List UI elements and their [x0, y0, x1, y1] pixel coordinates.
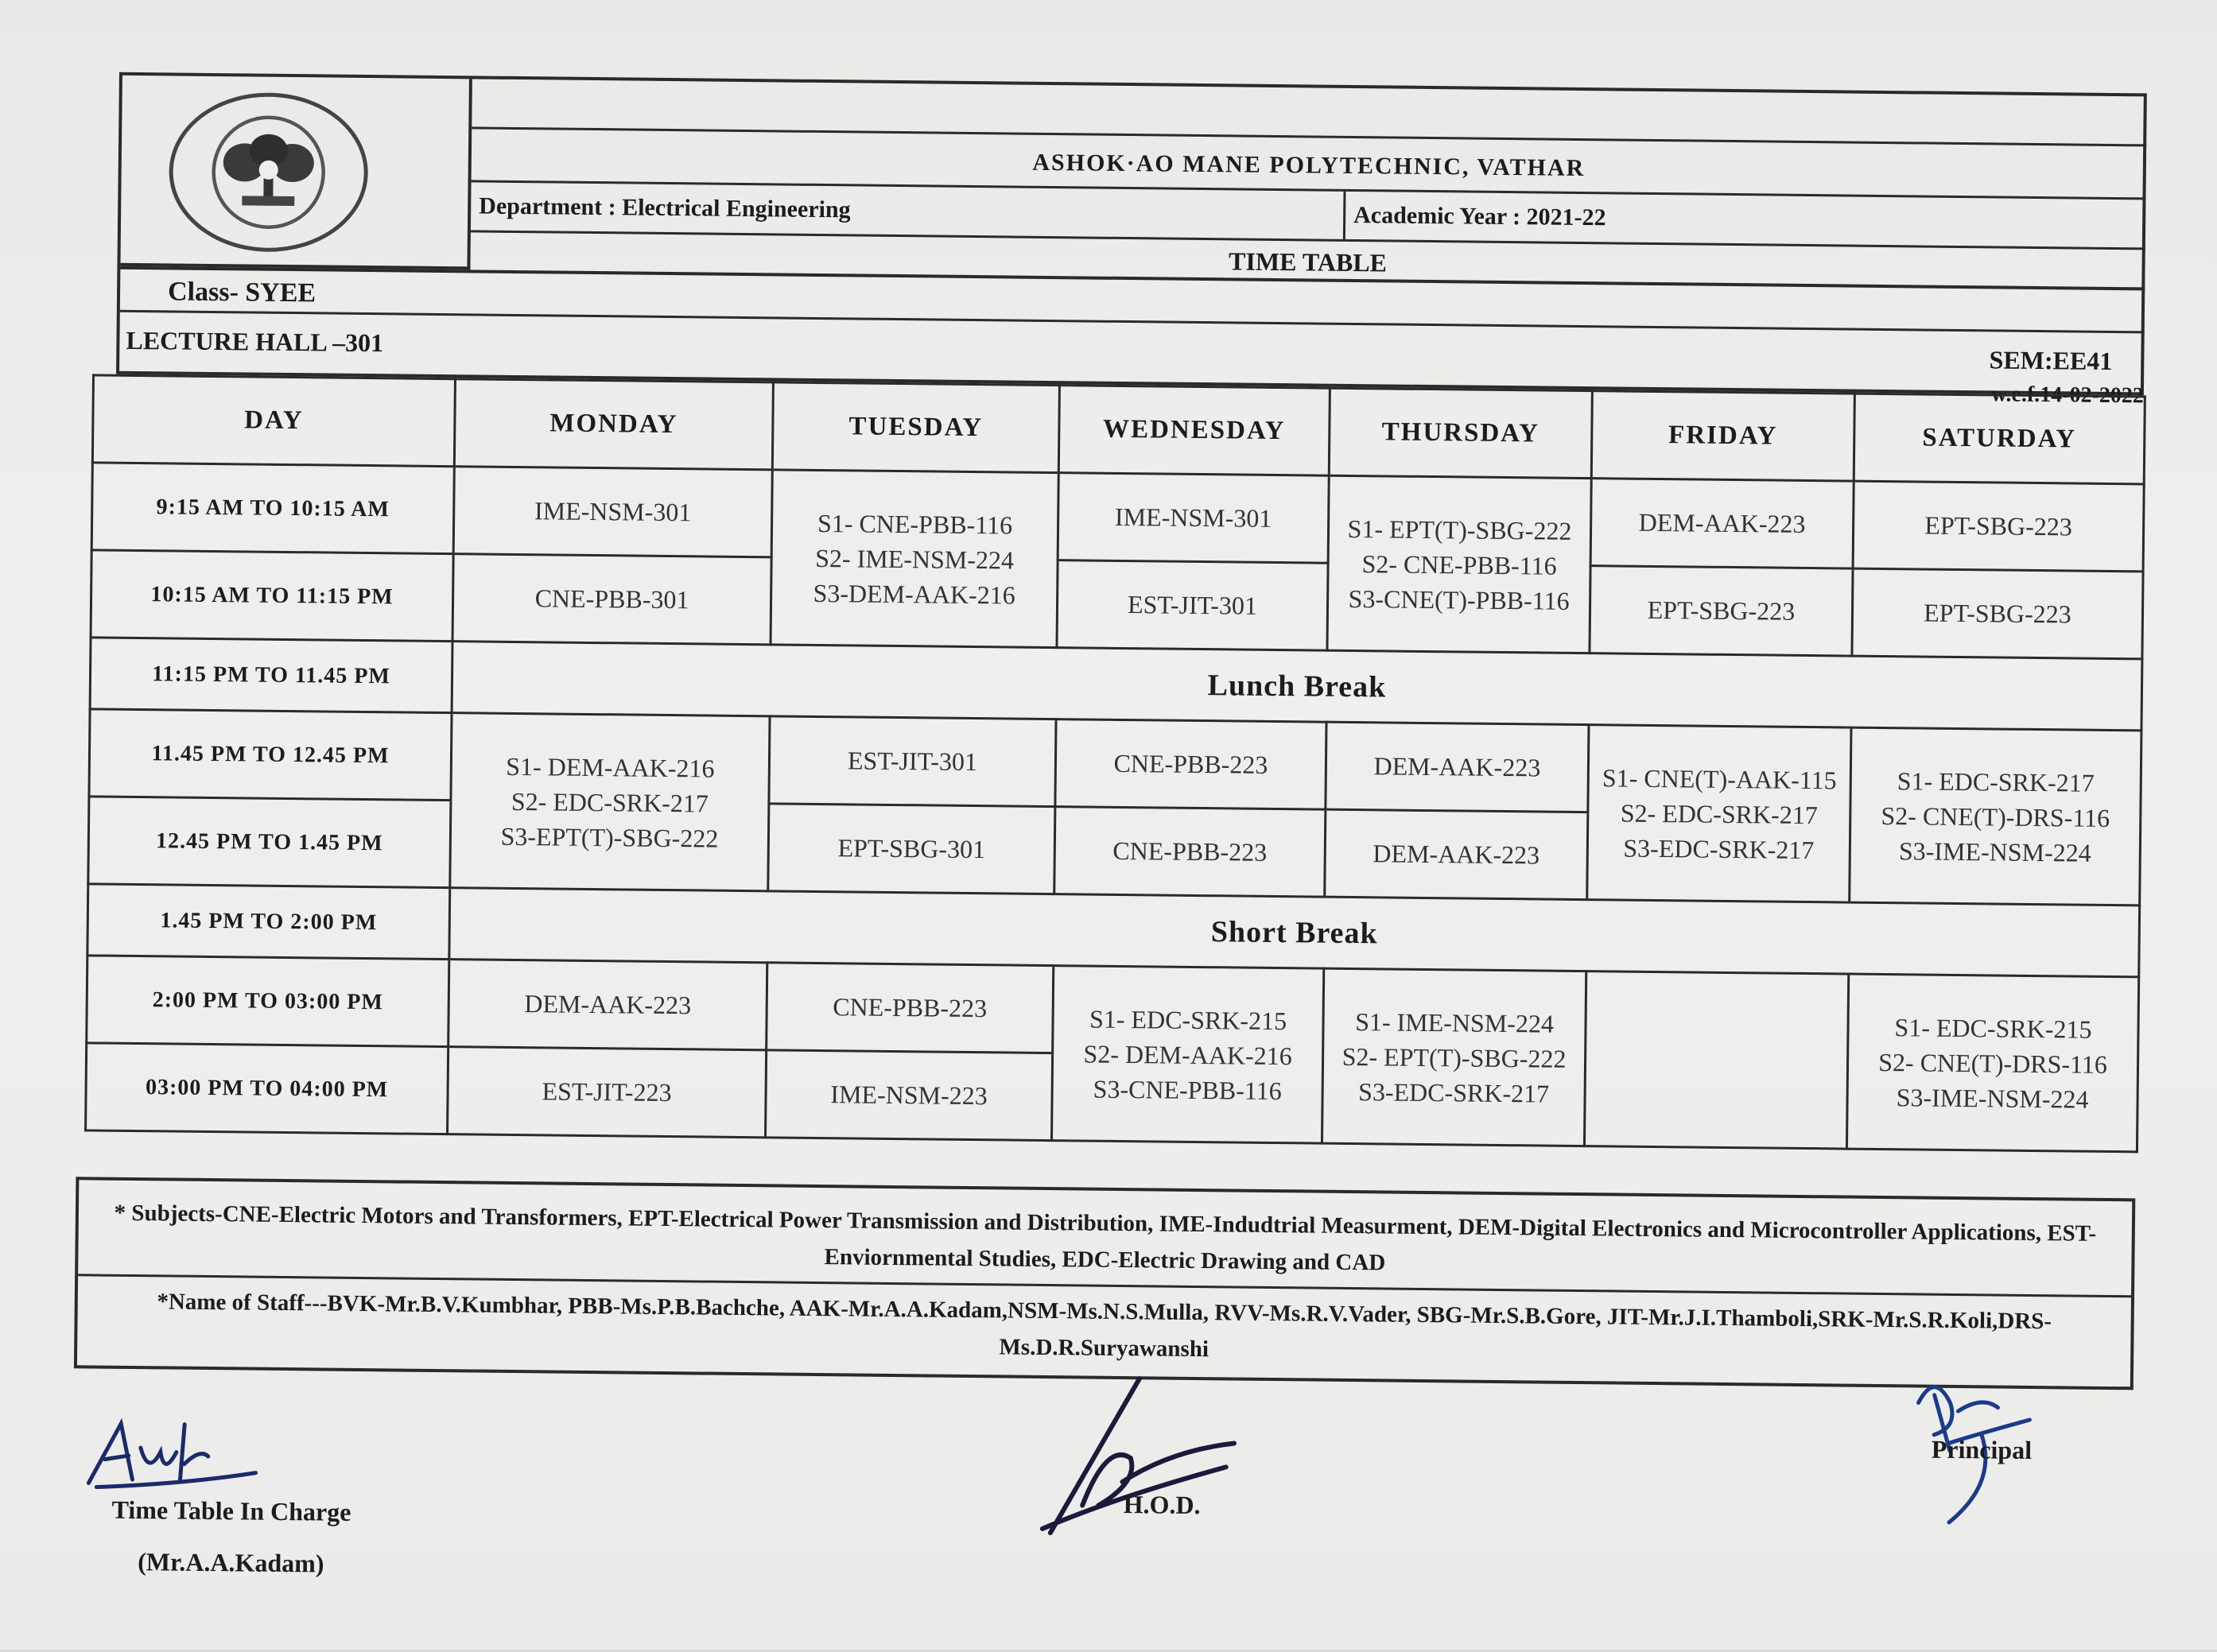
- incharge-signature: [64, 1407, 272, 1497]
- batch-line: S2- CNE(T)-DRS-116: [1878, 1047, 2108, 1079]
- batch-line: S1- CNE(T)-AAK-115: [1602, 762, 1837, 794]
- incharge-title: Time Table In Charge: [111, 1495, 351, 1526]
- batch-line: S2- CNE(T)-DRS-116: [1881, 801, 2110, 832]
- day-monday: MONDAY: [454, 379, 773, 470]
- lecture-cell: EPT-SBG-223: [1852, 568, 2143, 659]
- college-logo: [169, 91, 369, 253]
- batch-line: S1- EPT(T)-SBG-222: [1347, 514, 1572, 545]
- hod-signature-block: [987, 1353, 1275, 1521]
- lecture-cell: DEM-AAK-223: [1325, 809, 1588, 899]
- principal-signature-block: [1886, 1355, 2078, 1466]
- batch-line: S2- CNE-PBB-116: [1361, 549, 1557, 580]
- batch-line: S1- EDC-SRK-215: [1894, 1012, 2092, 1044]
- lecture-cell: EPT-SBG-223: [1853, 481, 2144, 572]
- time-slot: 03:00 PM TO 04:00 PM: [86, 1043, 448, 1134]
- lecture-cell: EPT-SBG-223: [1590, 566, 1853, 656]
- day-friday: FRIDAY: [1591, 391, 1854, 481]
- hod-label: H.O.D.: [1123, 1490, 1201, 1520]
- batch-cell: [771, 470, 1058, 648]
- batch-cell: [1587, 725, 1851, 902]
- lecture-cell: CNE-PBB-223: [767, 963, 1054, 1053]
- staff-legend: *Name of Staff---BVK-Mr.B.V.Kumbhar, PBB-Ms.P.B.Bachche, AAK-Mr.A.A.Kadam,NSM-Ms.N.S.Mulla, RVV-Ms.R.V.Vader, SBG-Mr.S.B.Gore, JIT-Mr.J.I.Thamboli,SRK-Mr.S.R.Koli,DRS-Ms.D.R.Suryawanshi: [157, 1289, 2052, 1363]
- lecture-cell: EST-JIT-301: [1057, 560, 1328, 651]
- batch-line: S2- EPT(T)-SBG-222: [1341, 1041, 1567, 1073]
- batch-line: S3-EDC-SRK-217: [1357, 1076, 1550, 1108]
- batch-line: S2- IME-NSM-224: [815, 543, 1015, 575]
- effective-date: w.e.f.14-02-2022: [1990, 382, 2145, 409]
- time-slot: 12.45 PM TO 1.45 PM: [88, 797, 451, 888]
- lecture-cell: DEM-AAK-223: [1590, 479, 1854, 568]
- lecture-hall-label: LECTURE HALL –301: [126, 325, 384, 358]
- batch-line: S3-IME-NSM-224: [1898, 836, 2091, 867]
- batch-line: S1- EDC-SRK-215: [1089, 1004, 1287, 1035]
- lecture-cell: EPT-SBG-301: [768, 804, 1055, 894]
- empty-cell: [1584, 971, 1848, 1149]
- day-wednesday: WEDNESDAY: [1058, 386, 1330, 476]
- batch-line: S2- EDC-SRK-217: [1620, 798, 1819, 829]
- batch-cell: [1322, 968, 1586, 1146]
- lecture-cell: IME-NSM-301: [1058, 473, 1329, 564]
- batch-line: S3-IME-NSM-224: [1896, 1082, 2089, 1114]
- batch-line: S3-DEM-AAK-216: [813, 578, 1015, 610]
- short-break: Short Break: [449, 888, 2140, 977]
- lecture-cell: EST-JIT-301: [769, 716, 1056, 807]
- batch-cell: [1850, 727, 2141, 905]
- incharge-name: (Mr.A.A.Kadam): [138, 1547, 324, 1578]
- incharge-signature-block: [64, 1407, 399, 1579]
- lunch-break: Lunch Break: [452, 642, 2142, 731]
- academic-year: Academic Year : 2021-22: [1353, 201, 1606, 231]
- lecture-cell: CNE-PBB-223: [1054, 807, 1326, 898]
- batch-line: S3-EPT(T)-SBG-222: [500, 821, 719, 853]
- batch-line: S2- EDC-SRK-217: [511, 786, 709, 818]
- batch-line: S1- EDC-SRK-217: [1897, 766, 2095, 797]
- time-slot: 9:15 AM TO 10:15 AM: [91, 463, 454, 554]
- batch-line: S1- IME-NSM-224: [1355, 1006, 1555, 1038]
- lecture-cell: IME-NSM-223: [766, 1050, 1053, 1141]
- principal-label: Principal: [1931, 1434, 2033, 1465]
- timetable-title: TIME TABLE: [470, 230, 2145, 289]
- batch-cell: [1327, 475, 1591, 653]
- batch-line: S1- CNE-PBB-116: [817, 508, 1013, 540]
- day-thursday: THURSDAY: [1329, 388, 1592, 478]
- class-label: Class- SYEE: [120, 266, 2145, 332]
- department: Department : Electrical Engineering: [471, 182, 1346, 239]
- day-tuesday: TUESDAY: [772, 382, 1059, 473]
- time-slot: 11:15 PM TO 11.45 PM: [90, 638, 452, 713]
- batch-cell: [1846, 974, 2138, 1152]
- college-name: ASHOK·AO MANE POLYTECHNIC, VATHAR: [472, 126, 2147, 200]
- batch-line: S3-CNE(T)-PBB-116: [1348, 584, 1570, 615]
- batch-line: S2- DEM-AAK-216: [1083, 1038, 1292, 1070]
- timetable-sheet: [47, 72, 2178, 1652]
- subjects-legend: * Subjects-CNE-Electric Motors and Transformers, EPT-Electrical Power Transmission and Distribution, IME-Indudtrial Measurment, DEM-Digital Electronics and Microcontroller Applications, EST-Enviornmental Studies, EDC-Electric Drawing and CAD: [78, 1180, 2132, 1297]
- tree-emblem-icon: [208, 112, 329, 233]
- lecture-cell: EST-JIT-223: [448, 1047, 767, 1138]
- time-slot: 11.45 PM TO 12.45 PM: [89, 709, 452, 801]
- day-header: DAY: [92, 375, 455, 467]
- batch-line: S1- DEM-AAK-216: [506, 751, 715, 783]
- timetable-grid: [84, 374, 2146, 1153]
- lecture-cell: DEM-AAK-223: [448, 960, 767, 1050]
- time-slot: 10:15 AM TO 11:15 PM: [91, 550, 453, 642]
- batch-line: S3-EDC-SRK-217: [1623, 833, 1815, 864]
- batch-cell: [450, 713, 770, 891]
- lecture-cell: IME-NSM-301: [453, 467, 772, 557]
- day-saturday: SATURDAY: [1854, 394, 2145, 484]
- lecture-cell: CNE-PBB-223: [1055, 719, 1326, 810]
- batch-cell: [1051, 966, 1323, 1144]
- lecture-cell: DEM-AAK-223: [1326, 722, 1589, 812]
- logo-cell: [120, 76, 472, 270]
- header-block: [116, 72, 2147, 396]
- time-slot: 2:00 PM TO 03:00 PM: [87, 956, 449, 1047]
- time-slot: 1.45 PM TO 2:00 PM: [87, 884, 450, 960]
- batch-line: S3-CNE-PBB-116: [1093, 1074, 1282, 1105]
- semester-label: SEM:EE41: [1989, 345, 2113, 375]
- lecture-cell: CNE-PBB-301: [452, 554, 771, 645]
